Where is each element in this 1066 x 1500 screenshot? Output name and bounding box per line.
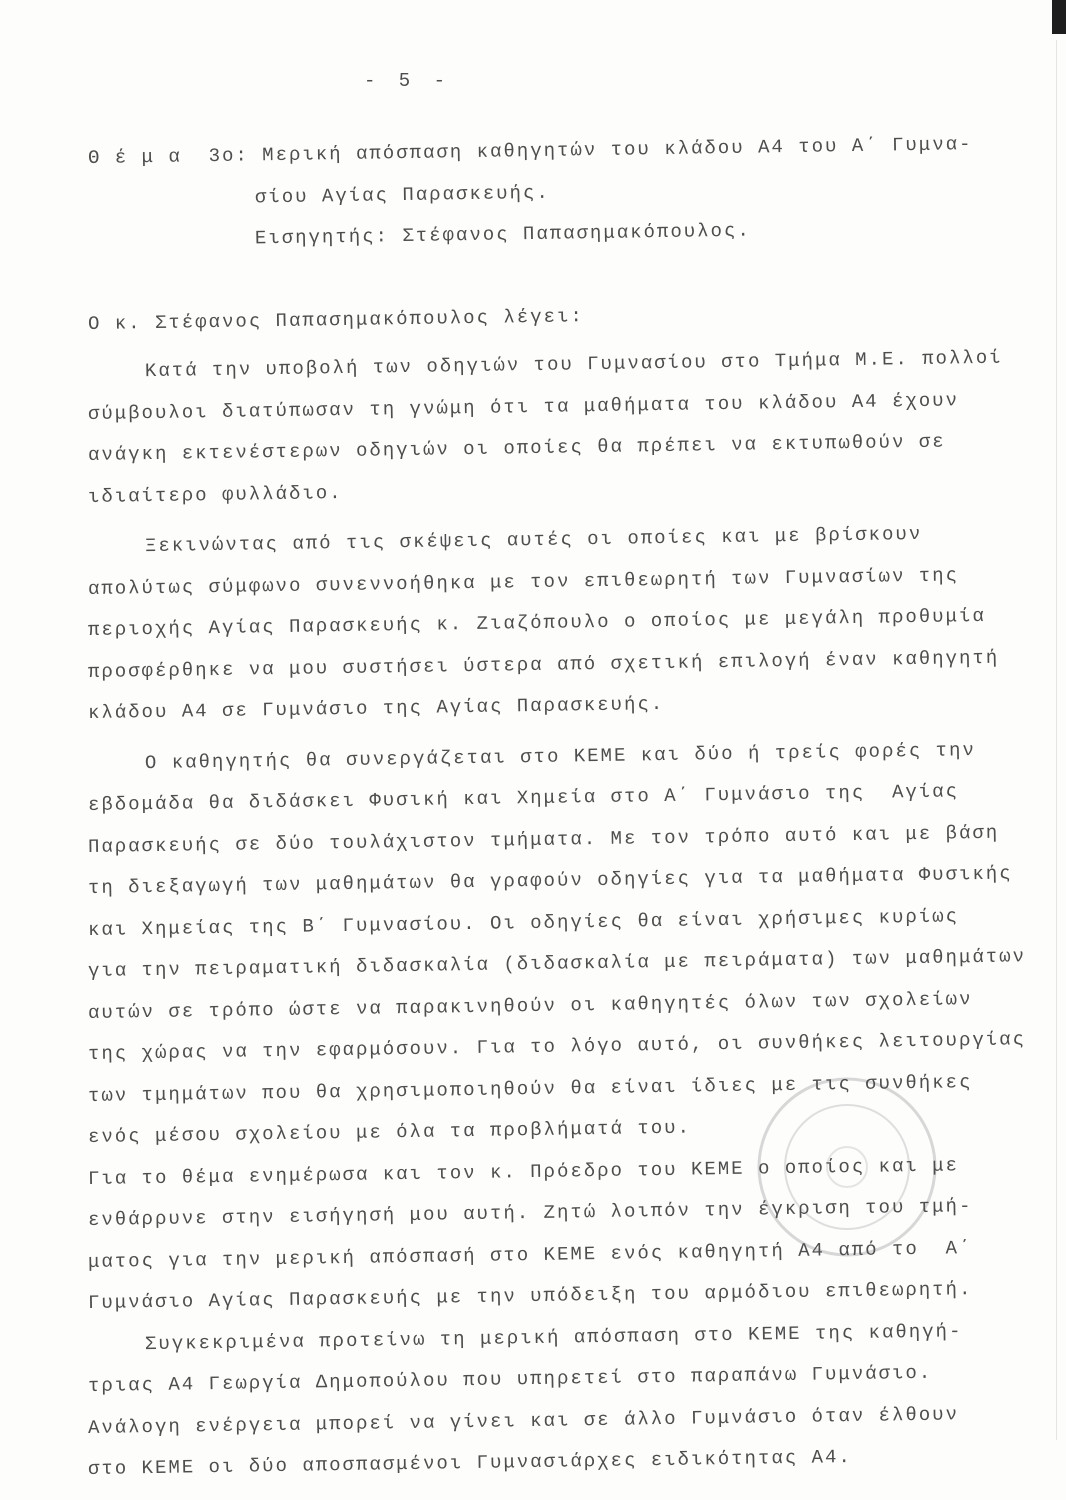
subject-number: 3ο: bbox=[208, 144, 250, 168]
text-line: Κατά την υποβολή των οδηγιών του Γυμνασίου στο Τμήμα Μ.Ε. πολλοί bbox=[144, 346, 1003, 383]
text-line: Ξεκινώντας από τις σκέψεις αυτές οι οποίες και με βρίσκουν bbox=[144, 522, 923, 558]
text-line: προσφέρθηκε να μου συστήσει ύστερα από σχετική επιλογή έναν καθηγητή bbox=[87, 646, 1000, 683]
text-line: κλάδου Α4 σε Γυμνάσιο της Αγίας Παρασκευής. bbox=[87, 692, 665, 724]
scan-artifact bbox=[1052, 0, 1066, 34]
text-line: Γυμνάσιο Αγίας Παρασκευής με την υπόδειξη του αρμόδιου επιθεωρητή. bbox=[87, 1278, 973, 1314]
paragraph bbox=[87, 738, 1043, 1159]
text-line: αυτών σε τρόπο ώστε να παρακινηθούν οι καθηγητές όλων των σχολείων bbox=[87, 987, 973, 1024]
subject-block bbox=[87, 133, 1043, 263]
text-line: Ο καθηγητής θα συνεργάζεται στο ΚΕΜΕ και δύο ή τρείς φορές την bbox=[144, 738, 976, 774]
text-line: Συγκεκριμένα προτείνω τη μερική απόσπαση στο ΚΕΜΕ της καθηγή- bbox=[144, 1319, 963, 1355]
rapporteur-line: Εισηγητής: Στέφανος Παπασημακόπουλος. bbox=[254, 219, 751, 250]
text-line: απολύτως σύμφωνο συνεννοήθηκα με τον επιθεωρητή των Γυμνασίων της bbox=[87, 563, 960, 600]
text-line: στο ΚΕΜΕ οι δύο αποσπασμένοι Γυμνασιάρχες ειδικότητας Α4. bbox=[87, 1446, 852, 1480]
paragraph bbox=[87, 346, 1043, 518]
text-line: και Χημείας της Β΄ Γυμνασίου. Οι οδηγίες θα είναι χρήσιμες κυρίως bbox=[87, 904, 960, 941]
text-line: σύμβουλοι διατύπωσαν τη γνώμη ότι τα μαθήματα του κλάδου Α4 έχουν bbox=[87, 388, 960, 425]
subject-title-line: σίου Αγίας Παρασκευής. bbox=[254, 181, 550, 208]
text-line: των τμημάτων που θα χρησιμοποιηθούν θα είναι ίδιες με τις συνθήκες bbox=[87, 1070, 973, 1107]
text-line: εβδομάδα θα διδάσκει Φυσική και Χημεία στο Α΄ Γυμνάσιο της Αγίας bbox=[87, 780, 960, 816]
subject-title-line: Μερική απόσπαση καθηγητών του κλάδου Α4 του Α΄ Γυμνα- bbox=[262, 133, 973, 167]
text-line: Παρασκευής σε δύο τουλάχιστον τμήματα. Με τον τρόπο αυτό και με βάση bbox=[87, 821, 1000, 858]
text-line: περιοχής Αγίας Παρασκευής κ. Ζιαζόπουλο ο οποίος με μεγάλη προθυμία bbox=[87, 604, 986, 641]
text-line: Ανάλογη ενέργεια μπορεί να γίνει και σε άλλο Γυμνάσιο όταν έλθουν bbox=[87, 1402, 960, 1439]
text-line: ενός μέσου σχολείου με όλα τα προβλήματά του. bbox=[87, 1116, 692, 1148]
paragraph bbox=[87, 522, 1043, 735]
document-body bbox=[87, 133, 1043, 1491]
text-line: ενθάρρυνε στην εισήγησή μου αυτή. Ζητώ λοιπόν την έγκριση του τμή- bbox=[87, 1195, 973, 1231]
text-line: ιδιαίτερο φυλλάδιο. bbox=[87, 481, 343, 508]
text-line: τη διεξαγωγή των μαθημάτων θα γραφούν οδηγίες για τα μαθήματα Φυσικής bbox=[87, 862, 1013, 899]
paragraph bbox=[87, 1319, 1043, 1491]
text-line: για την πειραματική διδασκαλία (διδασκαλία με πειράματα) των μαθημάτων bbox=[87, 945, 1027, 982]
page-number: - 5 - bbox=[364, 70, 452, 92]
text-line: ματος για την μερική απόσπασή στο ΚΕΜΕ ενός καθηγητή Α4 από το Α΄ bbox=[87, 1236, 973, 1273]
paragraph bbox=[87, 1153, 1043, 1325]
text-line: ανάγκη εκτενέστερων οδηγιών οι οποίες θα πρέπει να εκτυπωθούν σε bbox=[87, 430, 946, 466]
speaker-intro: Ο κ. Στέφανος Παπασημακόπουλος λέγει: bbox=[87, 305, 584, 335]
text-line: τριας Α4 Γεωργία Δημοπούλου που υπηρετεί στο παραπάνω Γυμνάσιο. bbox=[87, 1361, 933, 1397]
subject-label: Θ έ μ α bbox=[87, 145, 182, 169]
text-line: της χώρας να την εφαρμόσουν. Για το λόγο αυτό, οι συνθήκες λειτουργίας bbox=[87, 1028, 1027, 1065]
scan-edge-line bbox=[1056, 40, 1057, 1440]
text-line: Για το θέμα ενημέρωσα και τον κ. Πρόεδρο του ΚΕΜΕ ο οποίος και με bbox=[87, 1153, 960, 1190]
